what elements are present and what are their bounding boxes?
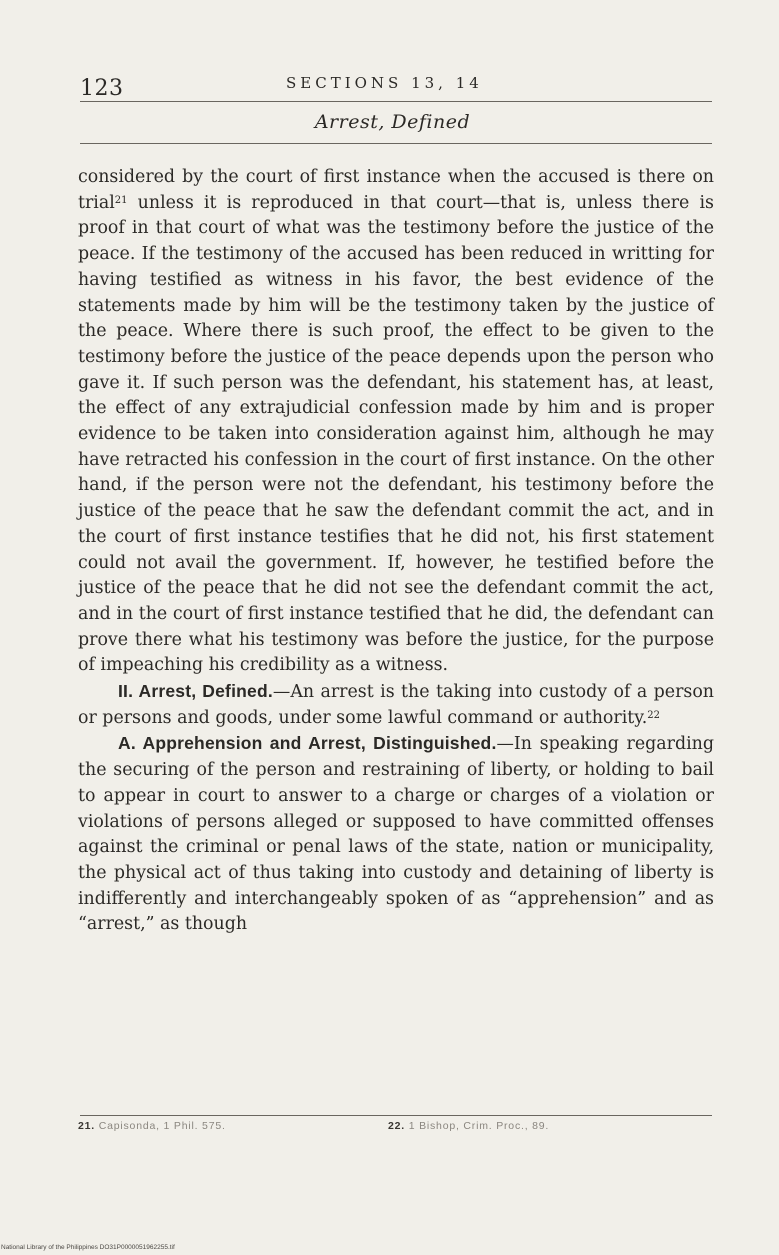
footnote-ref: 21	[114, 194, 128, 206]
footnote	[78, 1120, 226, 1132]
footnote-rule	[80, 1115, 712, 1116]
section-heading: II. Arrest, Defined.	[118, 681, 273, 702]
footnote-text: 1 Bishop, Crim. Proc., 89.	[405, 1120, 550, 1132]
section-heading: A. Apprehension and Arrest, Distinguished.	[118, 733, 497, 754]
footnote-number: 21.	[78, 1120, 95, 1132]
paragraph	[78, 165, 714, 679]
paragraph-text: unless it is reproduced in that court—that is, unless there is proof in that court of what was the testimony before the justice of the peace. If the testimony of the accused has been reduced in writting for having testified as witness in his favor, the best evidence of the statements made by him will be the testimony taken by the justice of the peace. Where there is such proof, the effect to be given to the testimony before the justice of the peace depends upon the person who gave it. If such person was the defendant, his statement has, at least, the effect of any extrajudicial confession made by him and is proper evidence to be taken into consideration against him, although he may have retracted his confession in the court of first instance. On the other hand, if the person were not the defendant, his testimony before the justice of the peace that he saw the defendant commit the act, and in the court of first instance testifies that he did not, his first statement could not avail the government. If, however, he testified before the justice of the peace that he did not see the defendant commit the act, and in the court of first instance testified that he did, the defendant can prove there what his testimony was before the justice, for the purpose of impeaching his credibility as a witness.	[78, 192, 714, 676]
paragraph-text: —An arrest is the taking into custody of a person or persons and goods, under some lawful command or authority.	[78, 682, 715, 728]
footnote-ref: 22	[647, 709, 661, 721]
paragraph	[78, 679, 714, 731]
header-rule	[80, 101, 712, 102]
footnote-text: Capisonda, 1 Phil. 575.	[95, 1120, 226, 1132]
paragraph-text: —In speaking regarding the securing of the person and restraining of liberty, or holding to bail to appear in court to answer to a charge or charges of a violation or violations of persons alleged or supposed to have committed offenses against the criminal or penal laws of the state, nation or municipality, the physical act of thus taking into custody and detaining of liberty is indifferently and interchangeably spoken of as “apprehension” and as “arrest,” as though	[78, 734, 714, 935]
running-head: SECTIONS 13, 14	[286, 74, 483, 92]
body-text	[78, 165, 714, 938]
subtitle-rule	[80, 143, 712, 144]
paragraph-text: considered by the court of first instance when the accused is there on trial	[78, 167, 714, 213]
section-subtitle	[0, 111, 779, 133]
paragraph	[78, 731, 714, 938]
footnote	[388, 1120, 549, 1132]
page-number: 123	[80, 76, 124, 101]
footnote-number: 22.	[388, 1120, 405, 1132]
scan-credit: National Library of the Philippines DO31P0000051962255.tif	[1, 1244, 175, 1251]
section-subtitle-text: Arrest, Defined	[314, 111, 471, 133]
